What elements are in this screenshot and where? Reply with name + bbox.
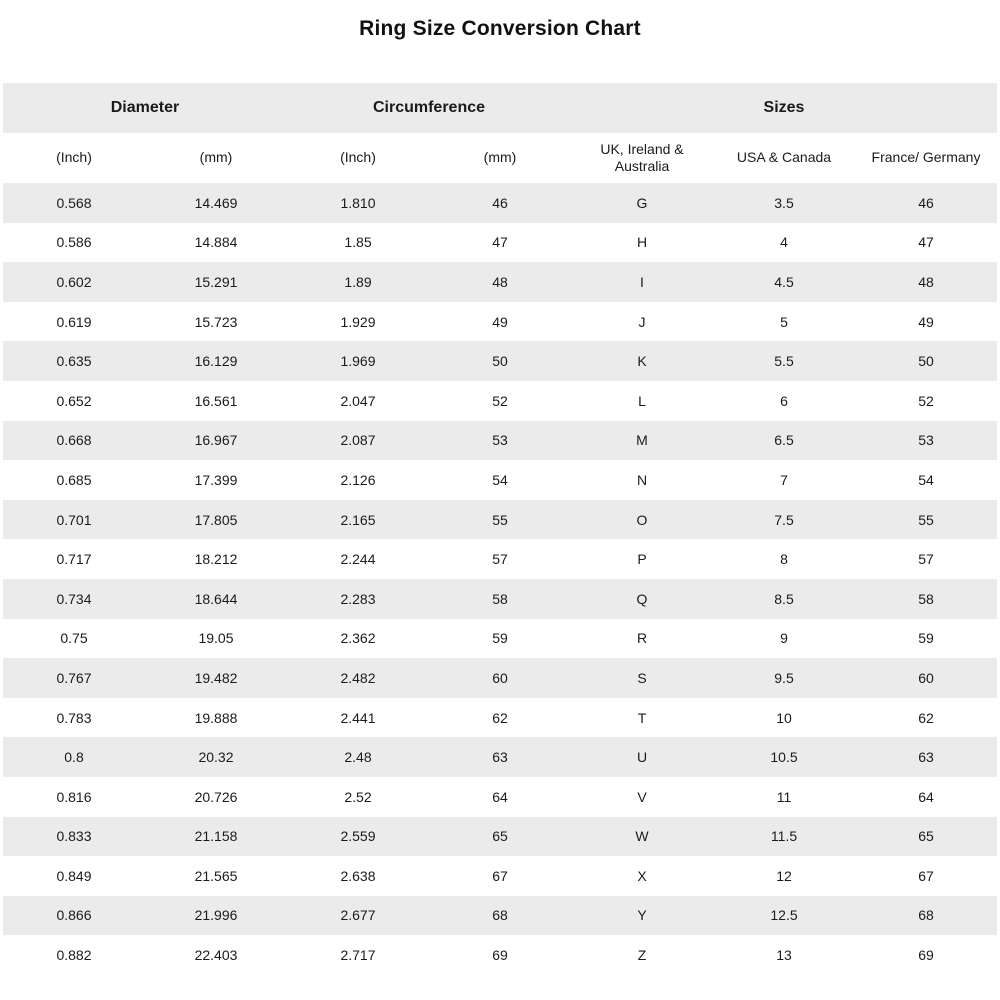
cell: 2.165 bbox=[340, 511, 376, 528]
cell: 21.158 bbox=[194, 828, 238, 845]
cell: 64 bbox=[918, 788, 934, 805]
cell: 2.52 bbox=[344, 788, 372, 805]
cell: 22.403 bbox=[194, 947, 238, 964]
cell: 2.126 bbox=[340, 471, 376, 488]
cell: 20.726 bbox=[194, 788, 238, 805]
table-row bbox=[3, 935, 997, 975]
cell: 1.810 bbox=[340, 194, 376, 211]
cell: 50 bbox=[492, 353, 508, 370]
cell: 17.805 bbox=[194, 511, 238, 528]
table-row bbox=[3, 658, 997, 698]
cell: 1.89 bbox=[344, 273, 372, 290]
column-header: (Inch) bbox=[340, 149, 376, 166]
cell: 48 bbox=[492, 273, 508, 290]
cell: 13 bbox=[776, 947, 792, 964]
cell: 67 bbox=[918, 867, 934, 884]
cell: 54 bbox=[918, 471, 934, 488]
cell: 0.602 bbox=[56, 273, 92, 290]
cell: Q bbox=[636, 590, 648, 607]
cell: 7.5 bbox=[774, 511, 794, 528]
cell: 14.469 bbox=[194, 194, 238, 211]
cell: R bbox=[636, 630, 648, 647]
table-row bbox=[3, 737, 997, 777]
column-header: UK, Ireland & Australia bbox=[600, 140, 684, 174]
cell: 55 bbox=[492, 511, 508, 528]
cell: 15.723 bbox=[194, 313, 238, 330]
cell: 15.291 bbox=[194, 273, 238, 290]
cell: 10.5 bbox=[770, 749, 798, 766]
cell: 14.884 bbox=[194, 234, 238, 251]
cell: 59 bbox=[918, 630, 934, 647]
cell: 52 bbox=[918, 392, 934, 409]
cell: 0.75 bbox=[60, 630, 88, 647]
cell: 5.5 bbox=[774, 353, 794, 370]
cell: 21.996 bbox=[194, 907, 238, 924]
cell: 58 bbox=[918, 590, 934, 607]
cell: 64 bbox=[492, 788, 508, 805]
cell: 2.087 bbox=[340, 432, 376, 449]
cell: 12.5 bbox=[770, 907, 798, 924]
table-subheader-row bbox=[3, 133, 997, 183]
cell: 62 bbox=[492, 709, 508, 726]
cell: I bbox=[640, 273, 644, 290]
table-row bbox=[3, 500, 997, 540]
table-row bbox=[3, 817, 997, 857]
ring-size-table bbox=[3, 83, 997, 975]
table-group-header-row bbox=[3, 83, 997, 133]
cell: 47 bbox=[492, 234, 508, 251]
cell: 16.561 bbox=[194, 392, 238, 409]
cell: 0.717 bbox=[56, 551, 92, 568]
cell: 6 bbox=[780, 392, 788, 409]
cell: 2.441 bbox=[340, 709, 376, 726]
column-header: (mm) bbox=[199, 149, 233, 166]
cell: 18.644 bbox=[194, 590, 238, 607]
cell: J bbox=[638, 313, 646, 330]
cell: U bbox=[636, 749, 648, 766]
cell: 54 bbox=[492, 471, 508, 488]
cell: P bbox=[637, 551, 647, 568]
cell: 5 bbox=[780, 313, 788, 330]
table-row bbox=[3, 341, 997, 381]
cell: 1.969 bbox=[340, 353, 376, 370]
cell: 0.833 bbox=[56, 828, 92, 845]
cell: 53 bbox=[492, 432, 508, 449]
cell: 0.866 bbox=[56, 907, 92, 924]
table-row bbox=[3, 539, 997, 579]
cell: 0.652 bbox=[56, 392, 92, 409]
cell: O bbox=[636, 511, 648, 528]
table-row bbox=[3, 619, 997, 659]
cell: S bbox=[637, 669, 647, 686]
cell: 49 bbox=[492, 313, 508, 330]
cell: V bbox=[637, 788, 647, 805]
cell: 62 bbox=[918, 709, 934, 726]
cell: 2.677 bbox=[340, 907, 376, 924]
cell: K bbox=[637, 353, 647, 370]
cell: 0.816 bbox=[56, 788, 92, 805]
cell: 60 bbox=[492, 669, 508, 686]
table-row bbox=[3, 421, 997, 461]
cell: 46 bbox=[918, 194, 934, 211]
cell: 0.783 bbox=[56, 709, 92, 726]
cell: 2.362 bbox=[340, 630, 376, 647]
cell: M bbox=[636, 432, 648, 449]
cell: T bbox=[637, 709, 647, 726]
group-header-circumference: Circumference bbox=[372, 99, 486, 116]
column-header: (Inch) bbox=[56, 149, 92, 166]
cell: 0.734 bbox=[56, 590, 92, 607]
cell: N bbox=[636, 471, 648, 488]
column-header: (mm) bbox=[483, 149, 517, 166]
cell: 2.48 bbox=[344, 749, 372, 766]
cell: 17.399 bbox=[194, 471, 238, 488]
cell: 0.701 bbox=[56, 511, 92, 528]
cell: 4 bbox=[780, 234, 788, 251]
cell: 0.568 bbox=[56, 194, 92, 211]
cell: 0.635 bbox=[56, 353, 92, 370]
cell: 9.5 bbox=[774, 669, 794, 686]
cell: 53 bbox=[918, 432, 934, 449]
cell: 69 bbox=[918, 947, 934, 964]
cell: X bbox=[637, 867, 647, 884]
cell: 2.638 bbox=[340, 867, 376, 884]
table-body bbox=[3, 183, 997, 975]
group-header-diameter: Diameter bbox=[110, 99, 180, 116]
table-row bbox=[3, 183, 997, 223]
cell: 57 bbox=[492, 551, 508, 568]
cell: 46 bbox=[492, 194, 508, 211]
cell: 19.888 bbox=[194, 709, 238, 726]
cell: 18.212 bbox=[194, 551, 238, 568]
cell: Z bbox=[637, 947, 647, 964]
table-row bbox=[3, 579, 997, 619]
cell: 2.283 bbox=[340, 590, 376, 607]
table-row bbox=[3, 777, 997, 817]
cell: 2.047 bbox=[340, 392, 376, 409]
cell: 69 bbox=[492, 947, 508, 964]
cell: 2.559 bbox=[340, 828, 376, 845]
cell: 2.244 bbox=[340, 551, 376, 568]
column-header: France/ Germany bbox=[871, 149, 981, 166]
cell: 67 bbox=[492, 867, 508, 884]
cell: 60 bbox=[918, 669, 934, 686]
table-row bbox=[3, 381, 997, 421]
cell: 11.5 bbox=[770, 828, 798, 845]
cell: 52 bbox=[492, 392, 508, 409]
cell: 2.717 bbox=[340, 947, 376, 964]
cell: 0.668 bbox=[56, 432, 92, 449]
cell: 58 bbox=[492, 590, 508, 607]
table-row bbox=[3, 302, 997, 342]
cell: 55 bbox=[918, 511, 934, 528]
cell: 8.5 bbox=[774, 590, 794, 607]
cell: 8 bbox=[780, 551, 788, 568]
cell: 65 bbox=[918, 828, 934, 845]
cell: 19.482 bbox=[194, 669, 238, 686]
cell: 0.849 bbox=[56, 867, 92, 884]
cell: 4.5 bbox=[774, 273, 794, 290]
cell: 63 bbox=[492, 749, 508, 766]
cell: 0.586 bbox=[56, 234, 92, 251]
cell: 12 bbox=[776, 867, 792, 884]
cell: 2.482 bbox=[340, 669, 376, 686]
cell: 16.967 bbox=[194, 432, 238, 449]
cell: 21.565 bbox=[194, 867, 238, 884]
cell: 68 bbox=[918, 907, 934, 924]
cell: 9 bbox=[780, 630, 788, 647]
cell: 1.85 bbox=[344, 234, 372, 251]
column-header: USA & Canada bbox=[736, 149, 832, 166]
table-row bbox=[3, 460, 997, 500]
cell: 0.767 bbox=[56, 669, 92, 686]
cell: 0.619 bbox=[56, 313, 92, 330]
cell: 11 bbox=[776, 788, 792, 805]
table-row bbox=[3, 856, 997, 896]
cell: H bbox=[636, 234, 648, 251]
cell: W bbox=[635, 828, 649, 845]
cell: 63 bbox=[918, 749, 934, 766]
cell: G bbox=[636, 194, 648, 211]
table-row bbox=[3, 896, 997, 936]
table-row bbox=[3, 262, 997, 302]
table-row bbox=[3, 698, 997, 738]
cell: 57 bbox=[918, 551, 934, 568]
cell: 16.129 bbox=[194, 353, 238, 370]
cell: 19.05 bbox=[198, 630, 234, 647]
cell: 3.5 bbox=[774, 194, 794, 211]
group-header-sizes: Sizes bbox=[763, 99, 805, 116]
table-row bbox=[3, 223, 997, 263]
cell: 0.8 bbox=[64, 749, 84, 766]
cell: 50 bbox=[918, 353, 934, 370]
cell: 49 bbox=[918, 313, 934, 330]
cell: 6.5 bbox=[774, 432, 794, 449]
cell: 48 bbox=[918, 273, 934, 290]
page-title: Ring Size Conversion Chart bbox=[359, 17, 641, 40]
cell: 47 bbox=[918, 234, 934, 251]
cell: Y bbox=[637, 907, 647, 924]
cell: 59 bbox=[492, 630, 508, 647]
cell: L bbox=[638, 392, 646, 409]
cell: 65 bbox=[492, 828, 508, 845]
cell: 10 bbox=[776, 709, 792, 726]
cell: 1.929 bbox=[340, 313, 376, 330]
cell: 0.685 bbox=[56, 471, 92, 488]
cell: 0.882 bbox=[56, 947, 92, 964]
cell: 7 bbox=[780, 471, 788, 488]
cell: 68 bbox=[492, 907, 508, 924]
cell: 20.32 bbox=[198, 749, 234, 766]
